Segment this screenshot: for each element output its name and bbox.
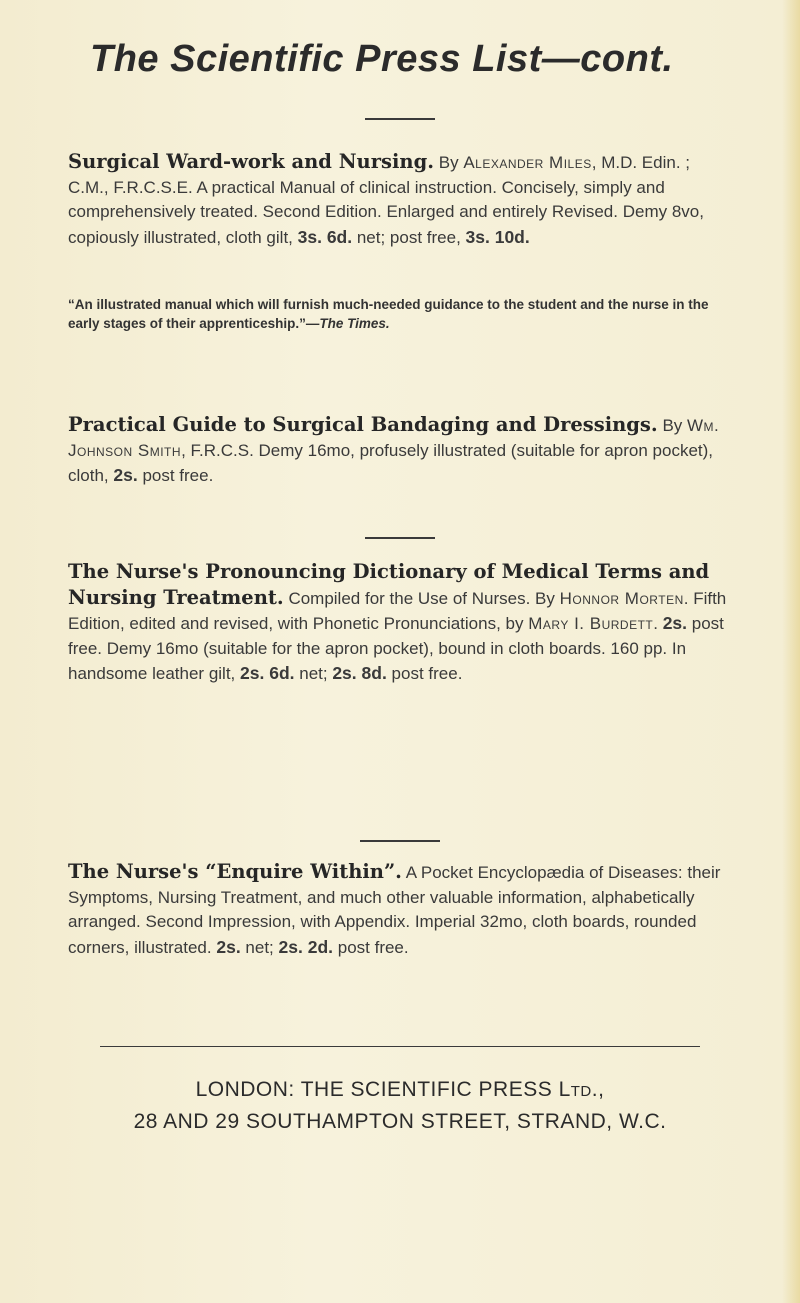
quote-source: The Times.	[319, 316, 390, 331]
divider	[365, 118, 435, 120]
entry-price: 2s.	[216, 936, 241, 957]
publisher-suffix: Ltd.,	[558, 1078, 605, 1101]
entry-details: post free. Demy 16mo (suitable for the apron pocket), bound in cloth boards. 160 pp. In handsome leather gilt,	[68, 614, 724, 683]
entry-author: Honnor Morten	[559, 588, 684, 608]
page-title: The Scientific Press List—cont.	[90, 38, 674, 80]
entry-details: Compiled for the Use of Nurses. By	[288, 588, 555, 608]
entry-details: post free.	[337, 937, 409, 957]
divider	[365, 537, 435, 539]
entry-price: 3s. 6d.	[297, 226, 353, 247]
divider	[360, 840, 440, 842]
publisher-name-line	[70, 1078, 730, 1102]
entry-price: 2s.	[662, 613, 688, 633]
entry-details: A Pocket Encyclopædia of Diseases: their Symptoms, Nursing Treatment, and much other valuable information, alphabetically arranged. Second Impression, with Appendix. Imperial 32mo, cloth boards, rounded corners, illustrated.	[68, 863, 721, 957]
publisher-street: 28 AND 29 SOUTHAMPTON STREET, STRAND, W.C.	[133, 1110, 667, 1133]
entry-details: . Fifth Edition, edited and revised, with Phonetic Pronunciations, by	[68, 588, 727, 633]
entry-review-quote	[68, 295, 732, 333]
catalogue-entry-pronouncing-dictionary: The Nurse's Pronouncing Dictionary of Medical Terms and Nursing Treatment. Compiled for the Use of Nurses. By Honnor Morten. Fifth Edition, edited and revised, with Phonetic Pronunciations, by Mary I. Burdett. 2s. post free. Demy 16mo (suitable for the apron pocket), bound in cloth boards. 160 pp. In handsome leather gilt, 2s. 6d. net; 2s. 8d. post free.	[68, 560, 727, 683]
entry-title: Practical Guide to Surgical Bandaging and Dressings.	[68, 413, 658, 436]
entry-details: net;	[299, 664, 328, 683]
entry-by: By	[662, 416, 683, 435]
entry-details: , F.R.C.S. Demy 16mo, profusely illustrated (suitable for apron pocket), cloth,	[68, 440, 714, 485]
entry-price: 2s.	[113, 465, 138, 485]
entry-title: The Nurse's “Enquire Within”.	[68, 860, 402, 883]
entry-details: , M.D. Edin. ; C.M., F.R.C.S.E. A practical Manual of clinical instruction. Concisely, simply and comprehensively treated. Second Edition. Enlarged and entirely Revised. Demy 8vo, copiously illustrated, cloth gilt,	[68, 153, 704, 247]
entry-title: The Nurse's Pronouncing Dictionary of Medical Terms and Nursing Treatment.	[68, 560, 710, 609]
entry-details: net;	[245, 937, 274, 957]
entry-author: Wm. Johnson Smith	[68, 416, 720, 460]
quote-text: “An illustrated manual which will furnish much-needed guidance to the student and the nurse in the early stages of their apprenticeship.”—	[68, 297, 709, 331]
entry-details: post free.	[142, 466, 214, 485]
entry-details: net; post free,	[356, 227, 461, 247]
catalogue-entry-surgical-bandaging	[68, 413, 732, 489]
entry-price: 2s. 6d.	[240, 663, 295, 683]
page-edge-shadow	[782, 0, 800, 1303]
entry-price: 3s. 10d.	[465, 226, 530, 247]
entry-by: By	[438, 153, 459, 172]
catalogue-entry-surgical-ward-work	[68, 150, 732, 250]
publisher-address	[70, 1078, 730, 1134]
divider	[100, 1046, 700, 1047]
entry-price: 2s. 8d.	[332, 663, 387, 683]
entry-author: Alexander Miles	[463, 153, 592, 172]
publisher-name: LONDON: THE SCIENTIFIC PRESS	[195, 1078, 553, 1101]
catalogue-entry-enquire-within	[68, 860, 732, 960]
entry-title: Surgical Ward-work and Nursing.	[68, 150, 434, 173]
entry-details: post free.	[391, 664, 463, 683]
entry-author: Mary I. Burdett	[528, 614, 654, 633]
entry-price: 2s. 2d.	[278, 936, 333, 957]
